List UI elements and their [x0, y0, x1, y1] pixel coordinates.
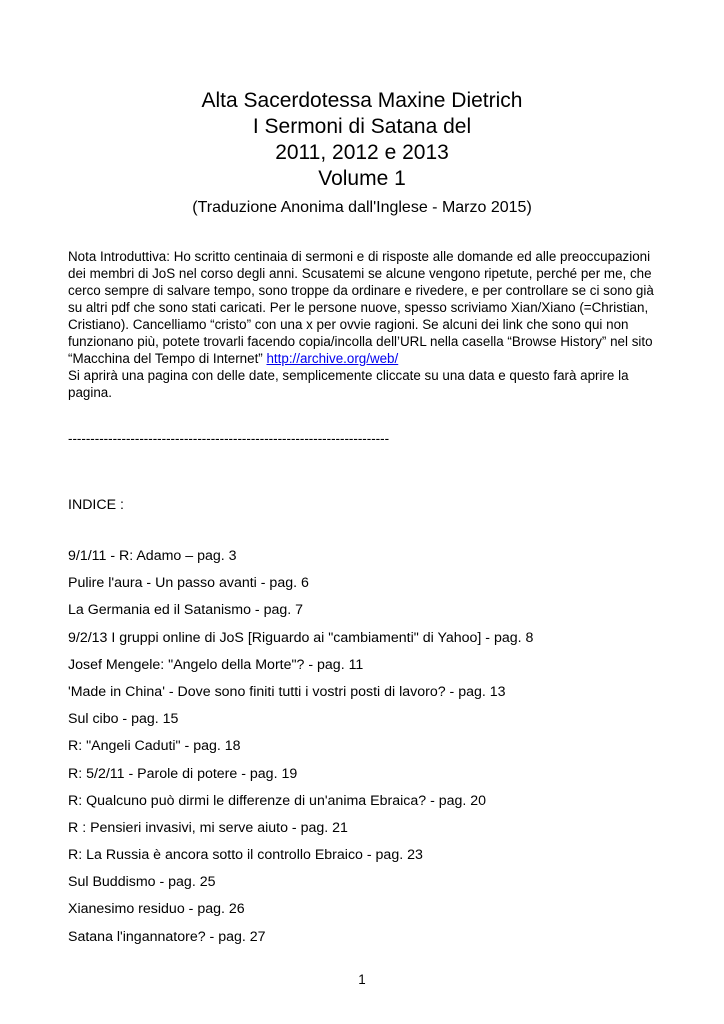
toc-item: 9/2/13 I gruppi online di JoS [Riguardo ai "cambiamenti" di Yahoo] - pag. 8	[68, 629, 534, 646]
toc-item: Satana l'ingannatore? - pag. 27	[68, 928, 266, 945]
title-block	[0, 88, 724, 218]
title-volume: Volume 1	[318, 167, 406, 190]
title-author: Alta Sacerdotessa Maxine Dietrich	[201, 89, 523, 112]
toc-item: R: "Angeli Caduti" - pag. 18	[68, 738, 241, 755]
toc-item: R: La Russia è ancora sotto il controllo Ebraico - pag. 23	[68, 847, 423, 864]
toc-item: Sul cibo - pag. 15	[68, 711, 179, 728]
intro-note	[68, 248, 668, 401]
toc-item: Pulire l'aura - Un passo avanti - pag. 6	[68, 575, 309, 592]
toc-item: R: 5/2/11 - Parole di potere - pag. 19	[68, 765, 298, 782]
table-of-contents	[68, 547, 688, 955]
intro-text-after-link: Si aprirà una pagina con delle date, semplicemente cliccate su una data e questo farà aprire la pagina.	[68, 368, 629, 400]
toc-item: R: Qualcuno può dirmi le differenze di un'anima Ebraica? - pag. 20	[68, 792, 487, 809]
toc-item: Sul Buddismo - pag. 25	[68, 874, 216, 891]
title-years: 2011, 2012 e 2013	[275, 141, 449, 164]
toc-item: Xianesimo residuo - pag. 26	[68, 901, 245, 918]
toc-item: Josef Mengele: "Angelo della Morte"? - pag. 11	[68, 656, 364, 673]
page-number: 1	[358, 972, 366, 987]
index-heading: INDICE :	[68, 497, 124, 513]
title-main: I Sermoni di Satana del	[252, 115, 472, 138]
intro-text: Nota Introduttiva: Ho scritto centinaia di sermoni e di risposte alle domande ed alle preoccupazioni dei membri di JoS nel corso degli anni. Scusatemi se alcune vengono ripetute, perché per me, che cerco sempre di salvare tempo, sono troppe da ordinare e rivedere, e per controllare se ci sono già su altri pdf che sono stati caricati. Per le persone nuove, spesso scriviamo Xian/Xiano (=Christian, Cristiano). Cancelliamo “cristo” con una x per ovvie ragioni. Se alcuni dei link che sono qui non funzionano più, potete trovarli facendo copia/incolla dell’URL nella casella “Browse History” nel sito “Macchina del Tempo di Internet”	[68, 249, 654, 366]
toc-item: R : Pensieri invasivi, mi serve aiuto - pag. 21	[68, 819, 348, 836]
toc-item: 'Made in China' - Dove sono finiti tutti i vostri posti di lavoro? - pag. 13	[68, 683, 506, 700]
toc-item: 9/1/11 - R: Adamo – pag. 3	[68, 548, 237, 564]
subtitle: (Traduzione Anonima dall'Inglese - Marzo 2015)	[192, 199, 532, 216]
separator-line: ------------------------------------------------------------------------	[68, 431, 390, 446]
toc-item: La Germania ed il Satanismo - pag. 7	[68, 602, 304, 619]
archive-link[interactable]: http://archive.org/web/	[266, 351, 399, 366]
